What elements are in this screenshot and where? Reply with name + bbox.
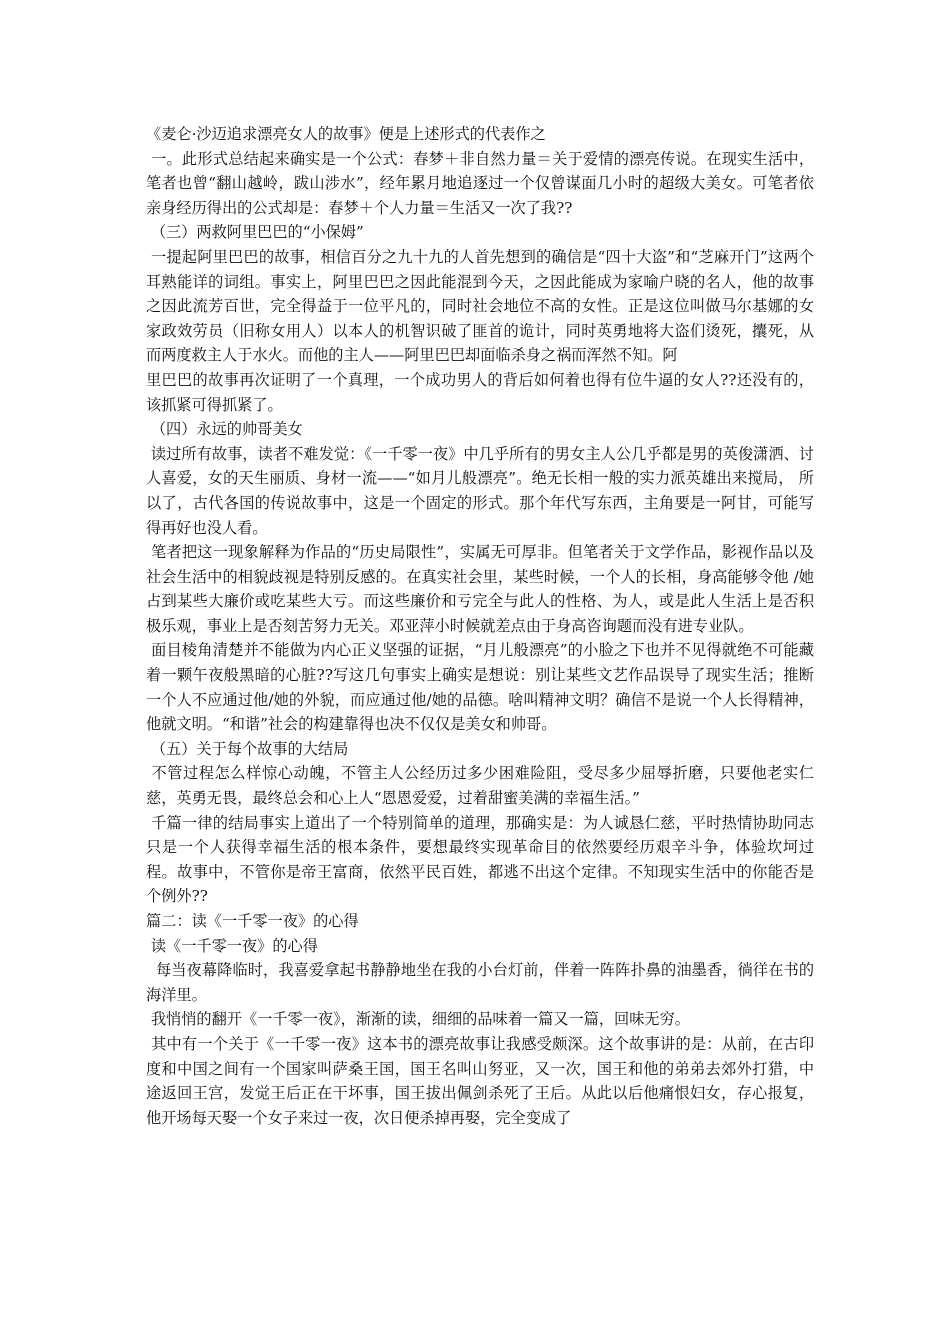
section-heading-4: （四）永远的帅哥美女 <box>146 420 303 439</box>
paragraph-alibaba-story: 一提起阿里巴巴的故事，相信百分之九十九的人首先想到的确信是“四十大盗”和“芝麻开门”这两个耳熟能详的词组。事实上，阿里巴巴之因此能混到今天，之因此能成为家喻户晓的名人，他的故事之因此流芳百世，完全得益于一位平凡的，同时社会地位不高的女性。正是这位叫做马尔基娜的女家政效劳员（旧称女用人）以本人的机智识破了匪首的诡计，同时英勇地将大盗们烫死，攮死，从而两度救主人于水火。而他的主人——阿里巴巴却面临杀身之祸而浑然不知。阿 <box>146 247 815 365</box>
paragraph-inner-justice: 面目棱角清楚并不能做为内心正义坚强的证据，“月儿般漂亮”的小脸之下也并不见得就绝不可能藏着一颗午夜般黑暗的心脏??写这几句事实上确实是想说：别让某些文艺作品误导了现实生活；推断一个人不应通过他/她的外貌，而应通过他/她的品德。啥叫精神文明？确信不是说一个人长得精神，他就文明。“和谐”社会的构建靠得也决不仅仅是美女和帅哥。 <box>146 641 815 734</box>
paragraph-same-ending: 千篇一律的结局事实上道出了一个特别简单的道理，那确实是：为人诚恳仁慈，平时热情协助同志只是一个人获得幸福生活的根本条件，要想最终实现革命目的依然要经历艰辛斗争，体验坎坷过程。故事中，不管你是帝王富商，依然平民百姓，都逃不出这个定律。不知现实生活中的你能否是个例外?? <box>146 813 815 906</box>
paragraph-story-summary: 其中有一个关于《一千零一夜》这本书的漂亮故事让我感受颇深。这个故事讲的是：从前，在古印度和中国之间有一个国家叫萨桑王国，国王名叫山努亚，又一次，国王和他的弟弟去郊外打猎，中途返回王宫，发觉王后正在干坏事，国王拔出佩剑杀死了王后。从此以后他痛恨妇女，存心报复，他开场每天娶一个女子来过一夜，次日便杀掉再娶，完全变成了 <box>146 1034 815 1127</box>
document-body <box>146 122 814 1130</box>
paragraph-night-reading: 每当夜幕降临时，我喜爱拿起书静静地坐在我的小台灯前，伴着一阵阵扑鼻的油墨香，徜徉在书的海洋里。 <box>146 961 815 1004</box>
paragraph-open-book: 我悄悄的翻开《一千零一夜》，渐渐的读，细细的品味着一篇又一篇，回味无穷。 <box>146 1010 690 1029</box>
paragraph-intro-title-line: 《麦仑·沙迈追求漂亮女人的故事》便是上述形式的代表作之 <box>146 125 546 143</box>
paragraph-handsome-beauty: 读过所有故事，读者不难发觉：《一千零一夜》中几乎所有的男女主人公几乎都是男的英俊潇洒、讨人喜爱，女的天生丽质、身材一流——“如月儿般漂亮”。绝无长相一般的实力派英雄出来搅局， 所以了，古代各国的传说故事中，这是一个固定的形式。那个年代写东西，主角要是一阿甘，可能写得再好也没人看。 <box>146 444 814 537</box>
paragraph-ending: 不管过程怎么样惊心动魄，不管主人公经历过多少困难险阻，受尽多少屈辱折磨，只要他老实仁慈，英勇无畏，最终总会和心上人“恩恩爱爱，过着甜蜜美满的幸福生活。” <box>146 764 815 808</box>
paragraph-alibaba-truth: 里巴巴的故事再次证明了一个真理，一个成功男人的背后如何着也得有位牛逼的女人??还没有的，该抓紧可得抓紧了。 <box>146 370 814 414</box>
paragraph-historical-limit: 笔者把这一现象解释为作品的“历史局限性”，实属无可厚非。但笔者关于文学作品，影视作品以及社会生活中的相貌歧视是特别反感的。在真实社会里，某些时候，一个人的长相，身高能够令他 /她占到某些大廉价或吃某些大亏。而这些廉价和亏完全与此人的性格、为人，或是此人生活上是否积极乐观，事业上是否刻苦努力无关。邓亚萍小时候就差点由于身高咨询题而没有进专业队。 <box>146 543 815 635</box>
chapter-heading-2: 篇二：读《一千零一夜》的心得 <box>146 912 359 930</box>
paragraph-formula: 一。此形式总结起来确实是一个公式：春梦＋非自然力量＝关于爱情的漂亮传说。在现实生活中，笔者也曾“翻山越岭，跋山涉水”，经年累月地追逐过一个仅曾谋面几小时的超级大美女。可笔者依亲身经历得出的公式却是：春梦＋个人力量＝生活又一次了我?? <box>146 149 815 217</box>
essay-title: 读《一千零一夜》的心得 <box>146 936 318 955</box>
section-heading-3: （三）两救阿里巴巴的“小保姆” <box>146 223 364 242</box>
section-heading-5: （五）关于每个故事的大结局 <box>146 739 349 758</box>
